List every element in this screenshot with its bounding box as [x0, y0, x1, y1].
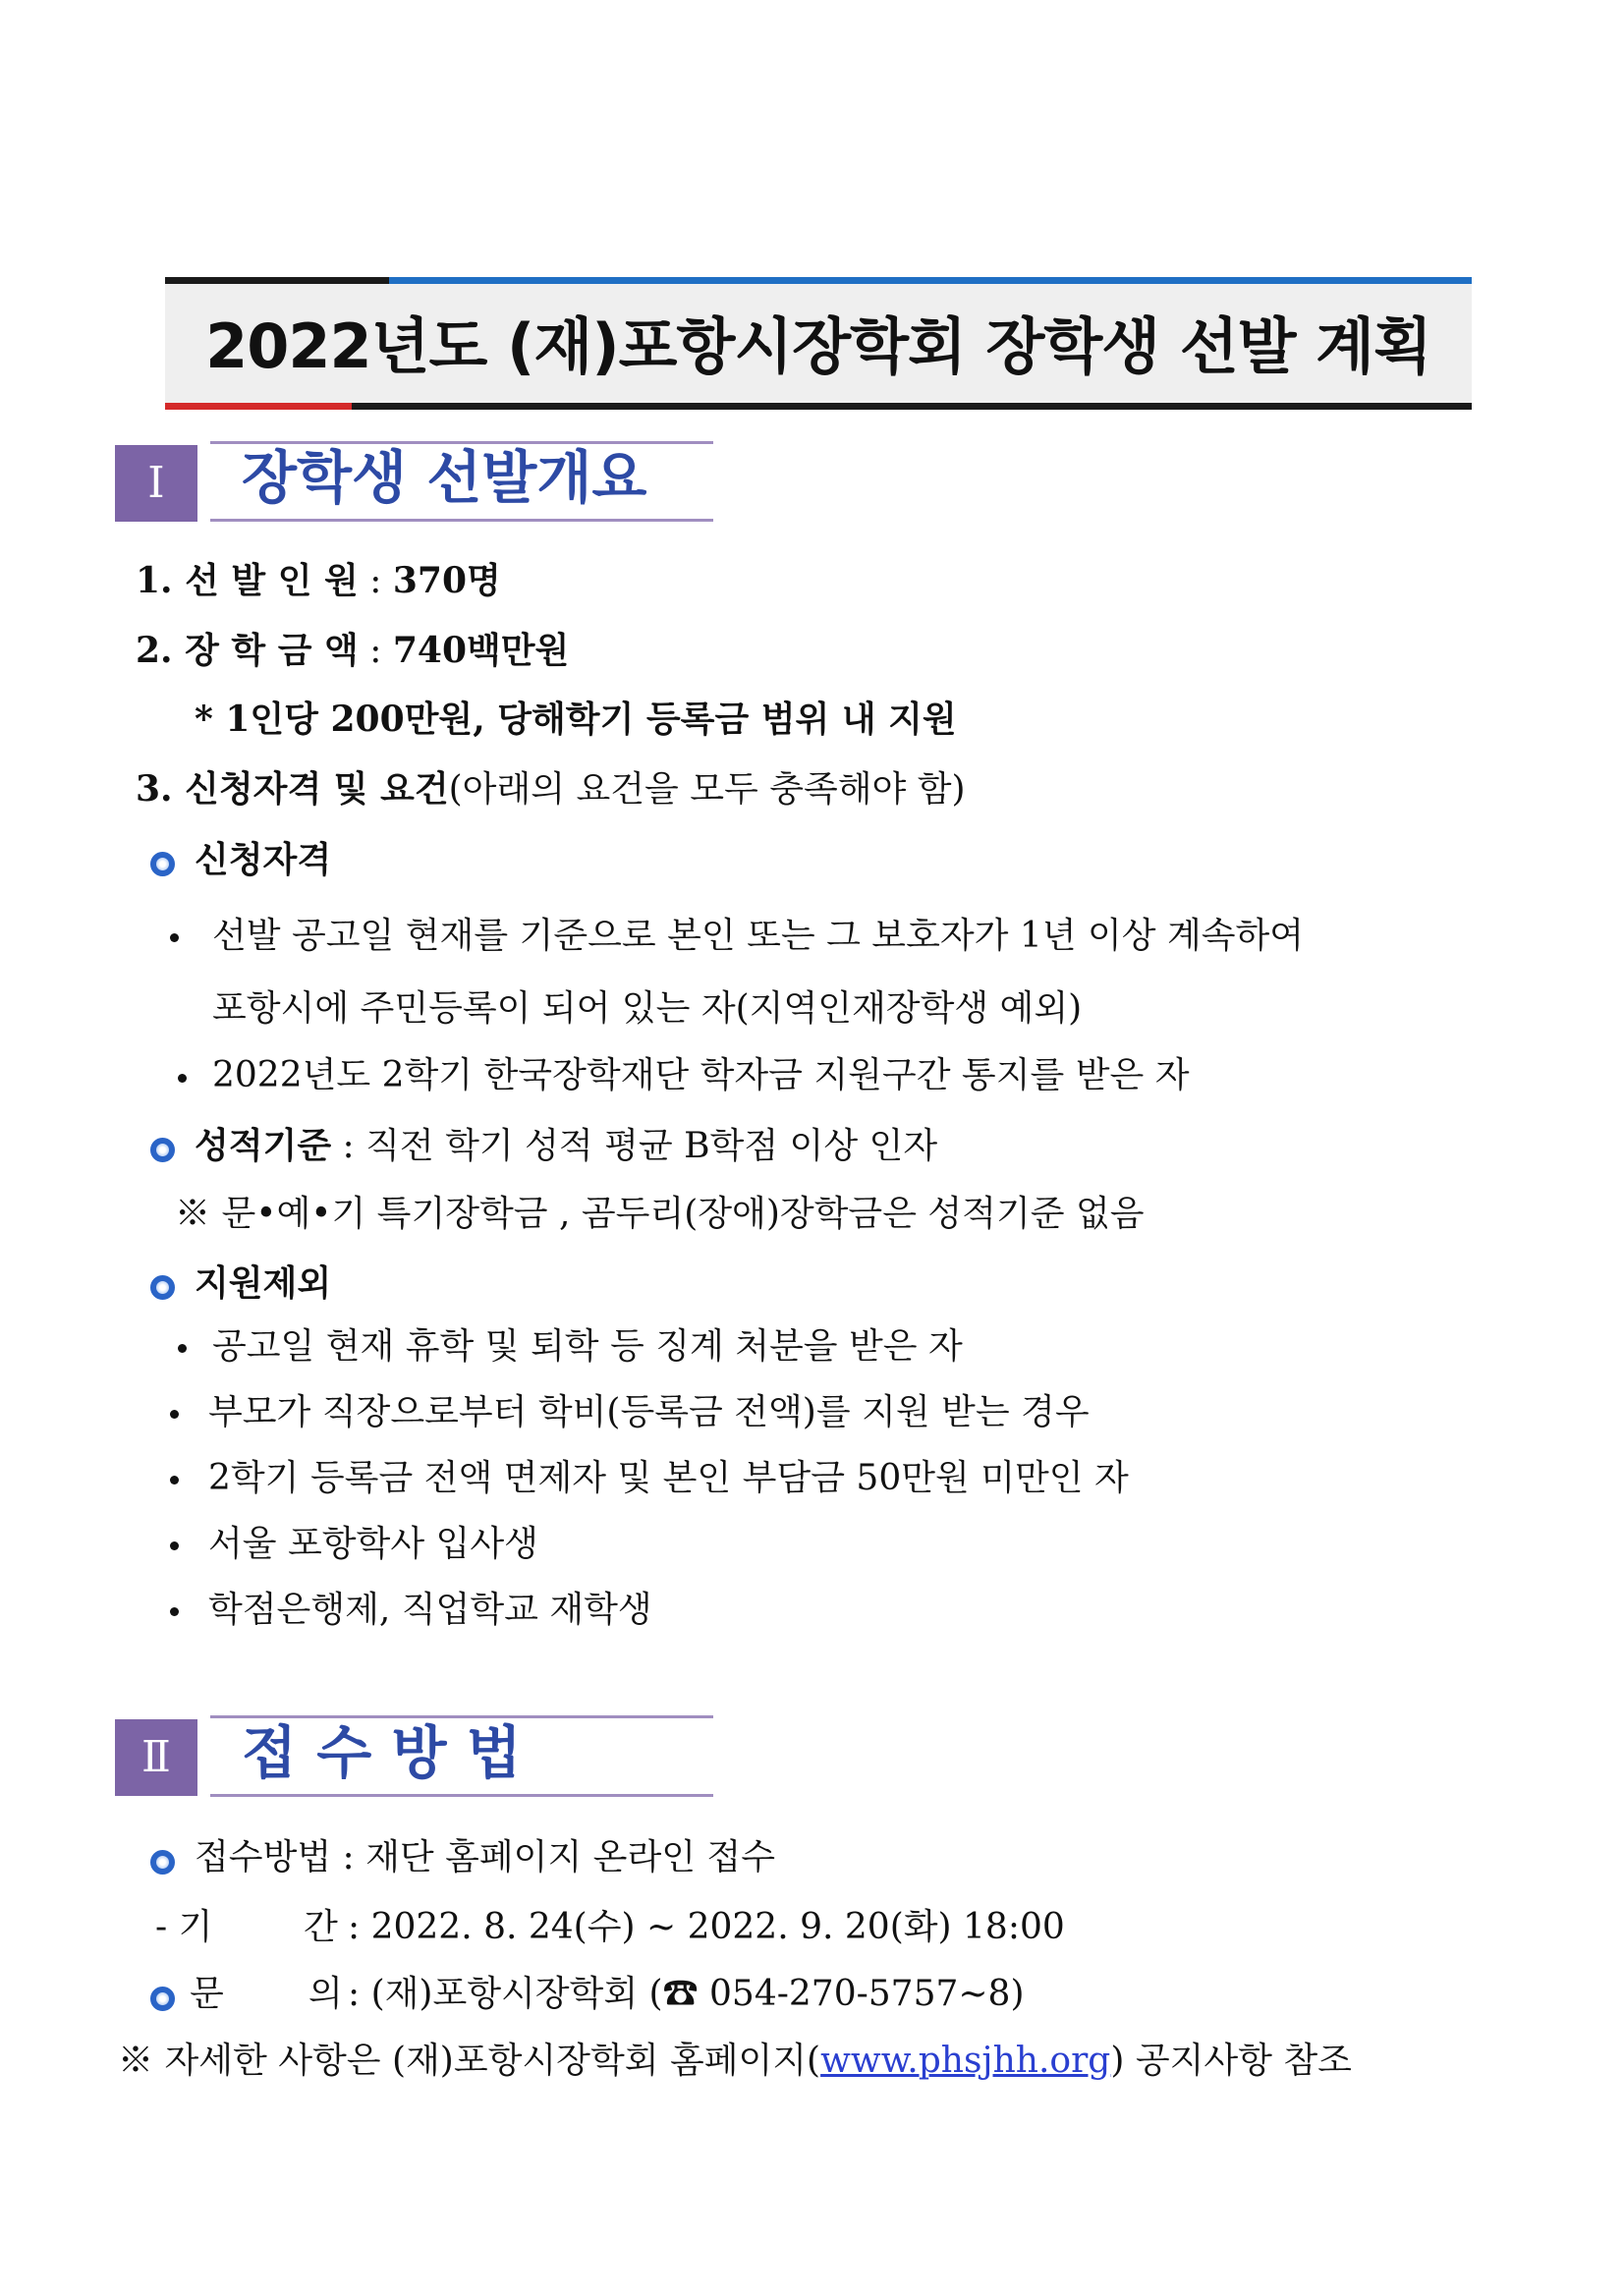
bullet-circle-icon — [150, 852, 175, 876]
inquiry-label: 문 — [190, 1974, 224, 2014]
exclusion-item: 서울 포항학사 입사생 — [208, 1524, 538, 1564]
bullet-dot-icon — [178, 1344, 187, 1353]
section1-number: Ⅰ — [115, 445, 197, 522]
item-headcount-label: 1. 선 발 인 원 — [136, 560, 359, 601]
bullet-dot-icon — [170, 1541, 179, 1550]
exclusion-item: 부모가 직장으로부터 학비(등록금 전액)를 지원 받는 경우 — [208, 1392, 1090, 1432]
section1-top-rule — [210, 441, 713, 444]
bullet-circle-icon — [150, 1987, 175, 2011]
footer-suffix: ) 공지사항 참조 — [1110, 2041, 1352, 2081]
item-headcount — [136, 556, 501, 606]
qualification-bullet1-line1: 선발 공고일 현재를 기준으로 본인 또는 그 보호자가 1년 이상 계속하여 — [212, 916, 1305, 956]
bullet-circle-icon — [150, 1850, 175, 1875]
bullet-dot-icon — [178, 1074, 187, 1083]
bullet-circle-icon — [150, 1275, 175, 1300]
exclusion-heading: 지원제외 — [195, 1262, 332, 1304]
inquiry-value: : (재)포항시장학회 (☎ 054-270-5757~8) — [348, 1974, 1025, 2014]
section2-number: Ⅱ — [115, 1719, 197, 1796]
section2-top-rule — [210, 1715, 713, 1718]
title-rule-top-blue — [389, 277, 1472, 284]
title-rule-bottom-dark — [352, 403, 1472, 410]
receipt-method: 접수방법 : 재단 홈페이지 온라인 접수 — [195, 1837, 775, 1877]
qualification-bullet1-line2: 포항시에 주민등록이 되어 있는 자(지역인재장학생 예외) — [212, 988, 1083, 1029]
period-label-end: 간 — [304, 1907, 338, 1947]
bullet-dot-icon — [170, 1476, 179, 1484]
title-rule-bottom-red — [165, 403, 352, 410]
item-requirements-label: 3. 신청자격 및 요건 — [136, 768, 449, 810]
item-amount — [136, 626, 569, 676]
item-headcount-sep: : — [358, 561, 393, 601]
qualification-bullet2: 2022년도 2학기 한국장학재단 학자금 지원구간 통지를 받은 자 — [212, 1055, 1190, 1095]
section1-bottom-rule — [210, 519, 713, 522]
item-requirements-note: (아래의 요건을 모두 충족해야 함) — [448, 769, 966, 810]
item-amount-value: 740백만원 — [392, 630, 570, 671]
section2-title: 접 수 방 법 — [242, 1719, 522, 1786]
bullet-dot-icon — [170, 1607, 179, 1616]
item-requirements — [136, 764, 966, 814]
period-label: - 기 — [155, 1907, 213, 1947]
footer-note — [118, 2037, 1352, 2086]
section1-title: 장학생 선발개요 — [242, 444, 647, 511]
item-headcount-value: 370명 — [392, 560, 501, 601]
grade-criteria — [195, 1121, 937, 1171]
item-amount-label: 2. 장 학 금 액 — [136, 630, 359, 671]
bullet-circle-icon — [150, 1138, 175, 1162]
section2-bottom-rule — [210, 1794, 713, 1797]
item-amount-sep: : — [358, 631, 393, 671]
grade-text: : 직전 학기 성적 평균 B학점 이상 인자 — [331, 1126, 938, 1166]
title-rule-top-dark — [165, 277, 389, 284]
exclusion-item: 공고일 현재 휴학 및 퇴학 등 징계 처분을 받은 자 — [212, 1326, 963, 1367]
inquiry-label-end: 의 — [308, 1974, 343, 2014]
homepage-link[interactable]: www.phsjhh.org — [820, 2041, 1111, 2081]
bullet-dot-icon — [170, 933, 179, 942]
bullet-dot-icon — [170, 1410, 179, 1419]
page-title: 2022년도 (재)포항시장학회 장학생 선발 계획 — [205, 310, 1431, 382]
grade-heading: 성적기준 — [195, 1125, 332, 1166]
item-amount-note: * 1인당 200만원, 당해학기 등록금 범위 내 지원 — [195, 699, 957, 740]
qualification-heading: 신청자격 — [195, 839, 332, 880]
grade-note: ※ 문•예•기 특기장학금 , 곰두리(장애)장학금은 성적기준 없음 — [175, 1194, 1145, 1234]
footer-prefix: ※ 자세한 사항은 (재)포항시장학회 홈페이지( — [118, 2041, 821, 2081]
period-value: : 2022. 8. 24(수) ~ 2022. 9. 20(화) 18:00 — [348, 1907, 1065, 1947]
exclusion-item: 학점은행제, 직업학교 재학생 — [208, 1590, 652, 1630]
exclusion-item: 2학기 등록금 전액 면제자 및 본인 부담금 50만원 미만인 자 — [208, 1458, 1129, 1498]
